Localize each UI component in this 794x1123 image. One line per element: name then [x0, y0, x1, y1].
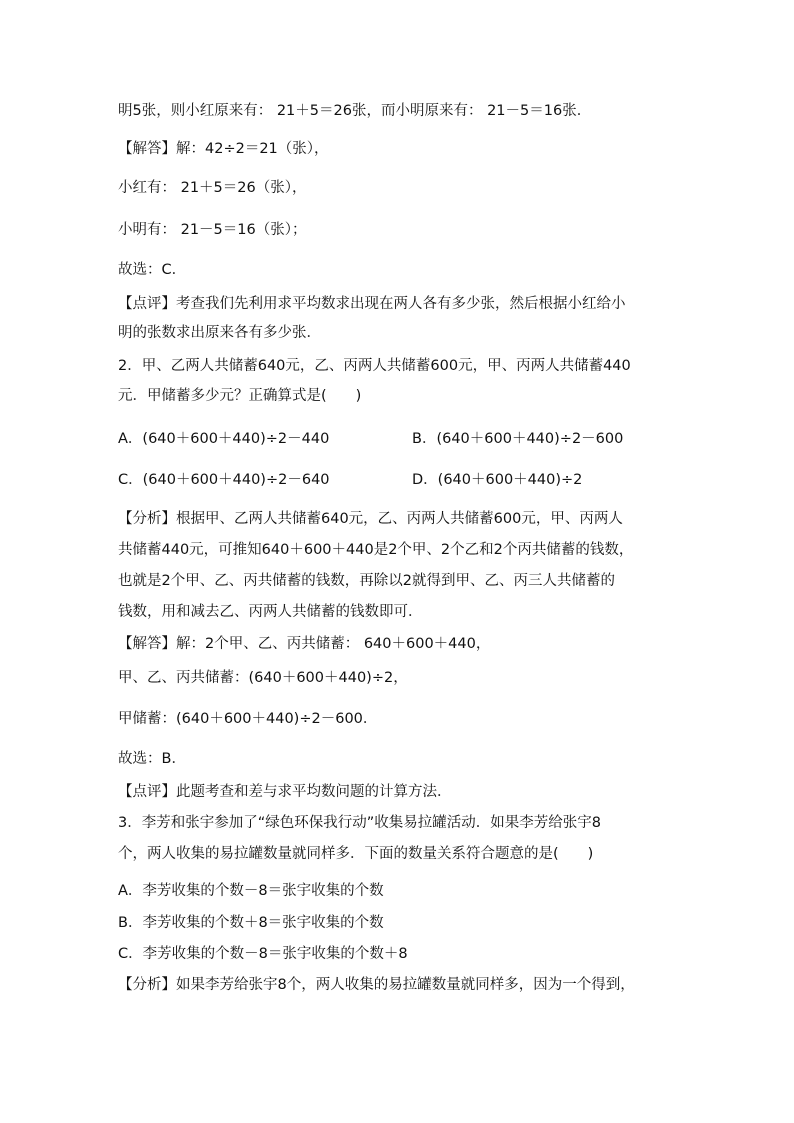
analysis-line: 共储蓄440元，可推知640＋600＋440是2个甲、2个乙和2个丙共储蓄的钱数， — [118, 542, 634, 558]
option-b: B．(640＋600＋440)÷2－600 — [412, 431, 624, 447]
answer-line: 甲储蓄：(640＋600＋440)÷2－600． — [118, 711, 378, 727]
comment-line: 明的张数求出原来各有多少张． — [118, 325, 321, 341]
analysis-line: 【分析】如果李芳给张宇8个，两人收集的易拉罐数量就同样多，因为一个得到， — [118, 977, 635, 993]
text-line: 小红有： 21＋5＝26（张）， — [118, 180, 307, 196]
option-c: C．(640＋600＋440)÷2－640 — [118, 472, 330, 488]
question-2-line: 元．甲储蓄多少元？正确算式是( ) — [118, 388, 362, 404]
choice-line: 故选：C． — [118, 262, 187, 278]
question-3-line: 3．李芳和张宇参加了“绿色环保我行动”收集易拉罐活动．如果李芳给张宇8 — [118, 815, 601, 831]
choice-line: 故选：B． — [118, 751, 186, 767]
question-2-line: 2．甲、乙两人共储蓄640元，乙、丙两人共储蓄600元，甲、丙两人共储蓄440 — [118, 358, 631, 374]
analysis-line: 钱数，用和减去乙、丙两人共储蓄的钱数即可． — [118, 604, 423, 620]
answer-line: 甲、乙、丙共储蓄：(640＋600＋440)÷2， — [118, 670, 408, 686]
option-d: D．(640＋600＋440)÷2 — [412, 472, 583, 488]
answer-line: 【解答】解：2个甲、乙、丙共储蓄： 640＋600＋440， — [118, 636, 491, 652]
question-3-line: 个，两人收集的易拉罐数量就同样多．下面的数量关系符合题意的是( ) — [118, 846, 594, 862]
option-b: B．李芳收集的个数＋8＝张宇收集的个数 — [118, 915, 384, 931]
answer-line: 【解答】解：42÷2＝21（张）， — [118, 141, 329, 157]
analysis-line: 【分析】根据甲、乙两人共储蓄640元，乙、丙两人共储蓄600元，甲、丙两人 — [118, 511, 623, 527]
analysis-line: 也就是2个甲、乙、丙共储蓄的钱数，再除以2就得到甲、乙、丙三人共储蓄的 — [118, 573, 615, 589]
comment-line: 【点评】此题考查和差与求平均数问题的计算方法． — [118, 784, 452, 800]
option-c: C．李芳收集的个数－8＝张宇收集的个数＋8 — [118, 946, 408, 962]
text-line: 明5张，则小红原来有： 21＋5＝26张，而小明原来有： 21－5＝16张． — [118, 103, 592, 119]
text-line: 小明有： 21－5＝16（张）； — [118, 222, 307, 238]
option-a: A．(640＋600＋440)÷2－440 — [118, 431, 330, 447]
option-a: A．李芳收集的个数－8＝张宇收集的个数 — [118, 883, 384, 899]
comment-line: 【点评】考查我们先利用求平均数求出现在两人各有多少张，然后根据小红给小 — [118, 296, 626, 312]
